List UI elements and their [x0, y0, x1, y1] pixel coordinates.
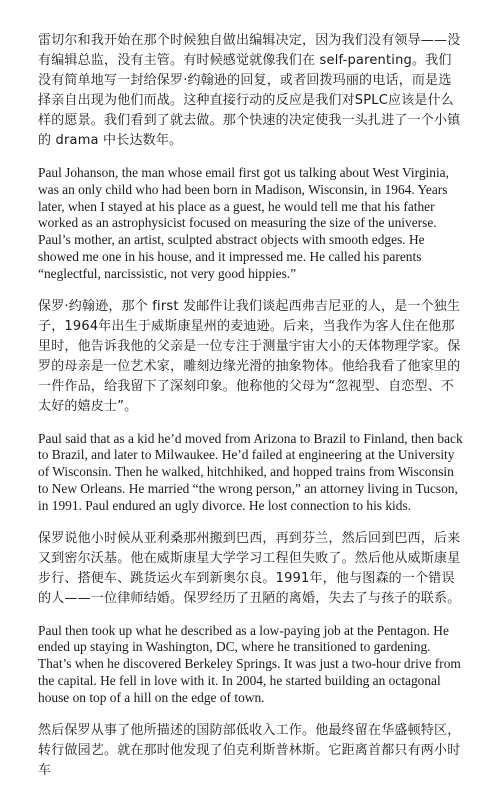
paragraph-zh-1: 雷切尔和我开始在那个时候独自做出编辑决定，因为我们没有领导——没有编辑总监，没有主管。有时候感觉就像我们在 self-parenting。我们没有简单地写一封给保罗·约翰逊的回复，或者回拨玛丽的电话，而是选择亲自出现为他们而战。这种直接行动的反应是我们对SPLC应该是什么样的愿景。我们看到了就去做。那个快速的决定使我一头扎进了一个小镇的 drama 中长达数年。: [38, 33, 461, 148]
paragraph-en-2: Paul said that as a kid he’d moved from Arizona to Brazil to Finland, then back to Brazil, and later to Milwaukee. He’d failed at engineering at the University of Wisconsin. Then he walked, hitchhiked, and hopped trains from Wisconsin to New Orleans. He married “the wrong person,” an attorney living in Tucson, in 1991. Paul endured an ugly divorce. He lost connection to his kids.: [38, 430, 463, 513]
paragraph-en-3: Paul then took up what he described as a low-paying job at the Pentagon. He ended up staying in Washington, DC, where he transitioned to gardening. That’s when he discovered Berkeley Springs. It was just a two-hour drive from the capital. He fell in love with it. In 2004, he started building an octagonal house on top of a hill on the edge of town.: [38, 622, 461, 705]
document-page: [38, 31, 463, 795]
paragraph-zh-2: 保罗·约翰逊，那个 first 发邮件让我们谈起西弗吉尼亚的人，是一个独生子，1964年出生于威斯康星州的麦迪逊。后来，当我作为客人住在他那里时，他告诉我他的父亲是一位专注于测量宇宙大小的天体物理学家。保罗的母亲是一位艺术家，雕刻边缘光滑的抽象物体。他给我看了他家里的一件作品，给我留下了深刻印象。他称他的父母为“忽视型、自恋型、不太好的嬉皮士”。: [38, 298, 461, 414]
paragraph-zh-4: 然后保罗从事了他所描述的国防部低收入工作。他最终留在华盛顿特区，转行做园艺。就在那时他发现了伯克利斯普林斯。它距离首都只有两小时车: [38, 722, 461, 778]
paragraph-en-1: Paul Johanson, the man whose email first got us talking about West Virginia, was an only child who had been born in Madison, Wisconsin, in 1964. Years later, when I stayed at his place as a guest, he would tell me that his father worked as an astrophysicist focused on measuring the size of the universe. Paul’s mother, an artist, sculpted abstract objects with smooth edges. He showed me one in his house, and it impressed me. He called his parents “neglectful, narcissistic, not very good hippies.”: [38, 165, 449, 281]
paragraph-zh-3: 保罗说他小时候从亚利桑那州搬到巴西，再到芬兰，然后回到巴西，后来又到密尔沃基。他在威斯康星大学学习工程但失败了。然后他从威斯康星步行、搭便车、跳货运火车到新奥尔良。1991年，他与图森的一个错误的人——一位律师结婚。保罗经历了丑陋的离婚，失去了与孩子的联系。: [38, 530, 461, 606]
